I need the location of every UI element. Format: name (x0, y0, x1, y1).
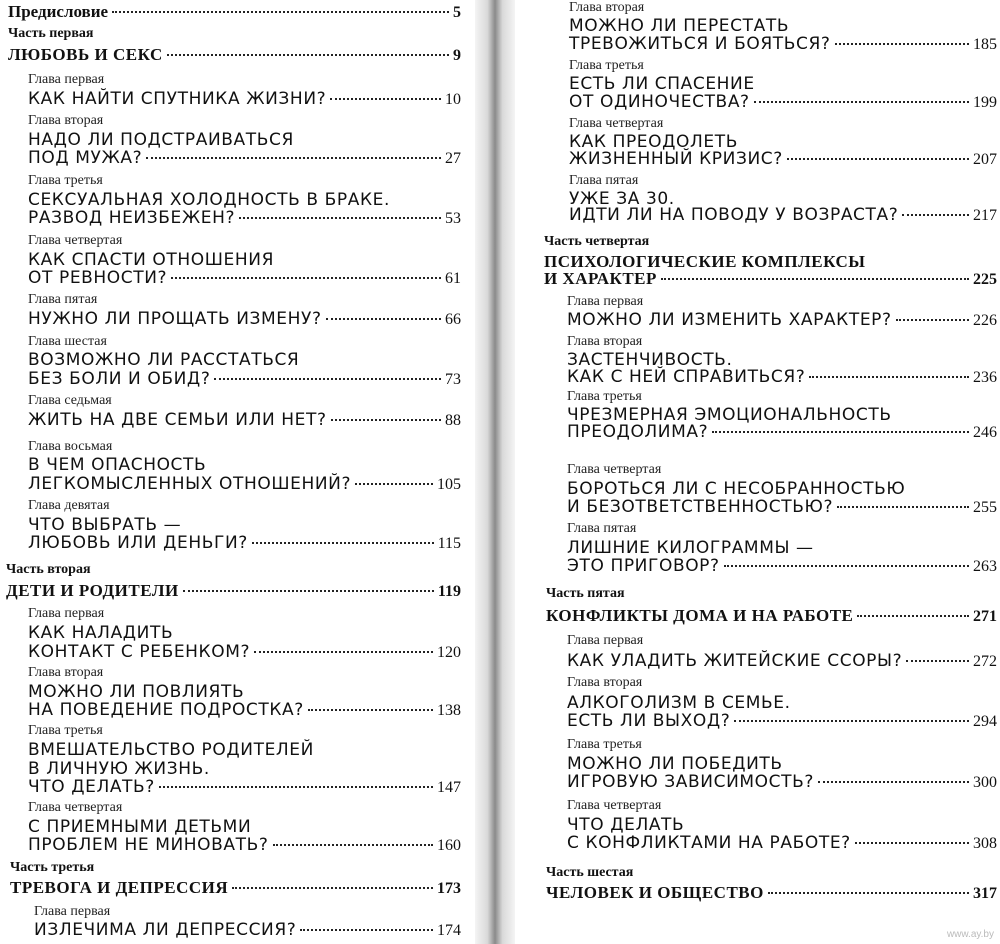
dot-leader (232, 887, 433, 889)
chapter-label: Глава вторая (569, 0, 645, 15)
chapter-title: МОЖНО ЛИ ПЕРЕСТАТЬ (569, 16, 790, 36)
toc-entry-chapter[interactable] (569, 151, 997, 169)
toc-entry-chapter[interactable] (569, 94, 997, 112)
dot-leader (661, 278, 969, 280)
chapter-label: Глава четвертая (28, 233, 123, 248)
chapter-label: Глава вторая (28, 665, 104, 680)
chapter-title: КАК НАЙТИ СПУТНИКА ЖИЗНИ? (28, 89, 327, 109)
dot-leader (768, 892, 969, 894)
chapter-label: Глава третья (28, 173, 103, 188)
toc-entry-part3[interactable] (10, 878, 461, 898)
toc-entry-chapter[interactable] (567, 713, 997, 731)
page-number: 246 (973, 424, 997, 441)
part-label: Часть пятая (546, 586, 625, 601)
page-number: 199 (973, 94, 997, 111)
watermark-text: www.ay.by (946, 929, 994, 940)
chapter-label: Глава третья (567, 389, 642, 404)
chapter-title: ЛЮБОВЬ ИЛИ ДЕНЬГИ? (28, 533, 248, 553)
chapter-label: Глава первая (34, 904, 111, 919)
page-number: 308 (973, 835, 997, 852)
chapter-title: ВОЗМОЖНО ЛИ РАССТАТЬСЯ (28, 350, 300, 370)
chapter-title: ТРЕВОЖИТЬСЯ И БОЯТЬСЯ? (569, 34, 831, 54)
chapter-label: Глава четвертая (567, 462, 662, 477)
dot-leader (712, 431, 969, 433)
dot-leader (906, 660, 969, 662)
part-title: ЧЕЛОВЕК И ОБЩЕСТВО (546, 883, 764, 902)
chapter-title: ЧТО ДЕЛАТЬ (567, 815, 685, 835)
chapter-title: НУЖНО ЛИ ПРОЩАТЬ ИЗМЕНУ? (28, 309, 322, 329)
page-number: 105 (437, 476, 461, 493)
chapter-title: В ЧЕМ ОПАСНОСТЬ (28, 455, 207, 475)
page-number: 73 (445, 371, 461, 388)
page-number: 217 (973, 207, 997, 224)
chapter-label: Глава первая (28, 72, 105, 87)
chapter-title: ЭТО ПРИГОВОР? (567, 556, 720, 576)
chapter-title: НАДО ЛИ ПОДСТРАИВАТЬСЯ (28, 130, 294, 150)
dot-leader (167, 54, 449, 56)
dot-leader (252, 542, 434, 544)
dot-leader (855, 842, 969, 844)
chapter-title: ЕСТЬ ЛИ ВЫХОД? (567, 711, 731, 731)
chapter-label: Глава пятая (28, 292, 98, 307)
dot-leader (818, 781, 969, 783)
chapter-title: УЖЕ ЗА 30. (569, 189, 675, 209)
toc-entry-chapter[interactable] (34, 922, 461, 940)
chapter-title: НА ПОВЕДЕНИЕ ПОДРОСТКА? (28, 700, 304, 720)
chapter-title: ЗАСТЕНЧИВОСТЬ. (567, 350, 733, 370)
page-number: 226 (973, 312, 997, 329)
toc-entry-part6[interactable] (546, 883, 997, 903)
toc-entry-chapter[interactable] (567, 424, 997, 442)
chapter-title: ИЗЛЕЧИМА ЛИ ДЕПРЕССИЯ? (34, 920, 297, 940)
chapter-title: ЧТО ВЫБРАТЬ — (28, 515, 182, 535)
chapter-title: В ЛИЧНУЮ ЖИЗНЬ. (28, 759, 210, 779)
part-label: Часть вторая (6, 562, 91, 577)
dot-leader (734, 720, 969, 722)
toc-entry-chapter[interactable] (28, 150, 461, 168)
chapter-label: Глава вторая (567, 675, 643, 690)
part-label: Часть четвертая (544, 234, 650, 249)
dot-leader (754, 101, 969, 103)
dot-leader (331, 419, 441, 421)
page-number: 207 (973, 151, 997, 168)
book-gutter (470, 0, 520, 944)
toc-entry-chapter[interactable] (567, 835, 997, 853)
dot-leader (787, 158, 969, 160)
chapter-label: Глава третья (567, 737, 642, 752)
dot-leader (239, 217, 441, 219)
toc-entry-chapter[interactable] (567, 653, 997, 671)
chapter-title: ВМЕШАТЕЛЬСТВО РОДИТЕЛЕЙ (28, 740, 314, 760)
page-number: 225 (973, 271, 997, 288)
part-label: Часть третья (10, 860, 95, 875)
chapter-title: ЖИТЬ НА ДВЕ СЕМЬИ ИЛИ НЕТ? (28, 410, 327, 430)
page-number: 88 (445, 412, 461, 429)
page-number: 271 (973, 608, 997, 625)
page-number: 255 (973, 499, 997, 516)
part-label: Часть первая (8, 26, 94, 41)
chapter-title: КОНТАКТ С РЕБЕНКОМ? (28, 642, 251, 662)
part-label: Часть шестая (546, 865, 634, 880)
toc-entry-chapter[interactable] (28, 311, 461, 329)
toc-entry-chapter[interactable] (567, 774, 997, 792)
page-number: 317 (973, 885, 997, 902)
toc-entry-chapter[interactable] (28, 210, 461, 228)
part-title: И ХАРАКТЕР (544, 269, 657, 288)
toc-entry-chapter[interactable] (28, 91, 461, 109)
chapter-label: Глава третья (569, 58, 644, 73)
chapter-title: СЕКСУАЛЬНАЯ ХОЛОДНОСТЬ В БРАКЕ. (28, 190, 390, 210)
chapter-title: И БЕЗОТВЕТСТВЕННОСТЬЮ? (567, 497, 834, 517)
part-title: ТРЕВОГА И ДЕПРЕССИЯ (10, 878, 229, 897)
chapter-title: КАК ПРЕОДОЛЕТЬ (569, 132, 738, 152)
chapter-title: ЕСТЬ ЛИ СПАСЕНИЕ (569, 74, 755, 94)
dot-leader (355, 483, 433, 485)
dot-leader (724, 565, 969, 567)
page-number: 236 (973, 369, 997, 386)
toc-entry-preface[interactable] (8, 2, 461, 22)
dot-leader (326, 318, 441, 320)
toc-entry-chapter[interactable] (567, 312, 997, 330)
page-number: 115 (437, 535, 461, 552)
chapter-title: ИГРОВУЮ ЗАВИСИМОСТЬ? (567, 772, 814, 792)
page-number: 5 (453, 4, 461, 21)
page-number: 119 (437, 583, 461, 600)
page-number: 138 (437, 702, 461, 719)
chapter-title: С ПРИЕМНЫМИ ДЕТЬМИ (28, 817, 252, 837)
chapter-title: ПРЕОДОЛИМА? (567, 422, 709, 442)
chapter-title: ЧРЕЗМЕРНАЯ ЭМОЦИОНАЛЬНОСТЬ (567, 405, 892, 425)
dot-leader (183, 590, 434, 592)
dot-leader (159, 786, 433, 788)
chapter-title: КАК СПАСТИ ОТНОШЕНИЯ (28, 250, 274, 270)
toc-entry-chapter[interactable] (28, 779, 461, 797)
chapter-title: КАК С НЕЙ СПРАВИТЬСЯ? (567, 367, 806, 387)
chapter-title: С КОНФЛИКТАМИ НА РАБОТЕ? (567, 833, 851, 853)
chapter-label: Глава первая (567, 294, 644, 309)
toc-entry-chapter[interactable] (28, 371, 461, 389)
toc-entry-chapter[interactable] (567, 369, 997, 387)
chapter-title: МОЖНО ЛИ ИЗМЕНИТЬ ХАРАКТЕР? (567, 310, 892, 330)
page-number: 160 (437, 837, 461, 854)
chapter-title: ЛЕГКОМЫСЛЕННЫХ ОТНОШЕНИЙ? (28, 474, 352, 494)
dot-leader (300, 929, 433, 931)
dot-leader (902, 214, 969, 216)
chapter-label: Глава четвертая (567, 798, 662, 813)
preface-title: Предисловие (8, 2, 109, 21)
page-number: 10 (445, 91, 461, 108)
chapter-title: ЖИЗНЕННЫЙ КРИЗИС? (569, 149, 783, 169)
page-number: 61 (445, 270, 461, 287)
dot-leader (273, 844, 433, 846)
chapter-label: Глава четвертая (28, 800, 123, 815)
dot-leader (835, 43, 969, 45)
dot-leader (254, 651, 433, 653)
chapter-title: МОЖНО ЛИ ПОБЕДИТЬ (567, 754, 783, 774)
toc-entry-part1[interactable] (8, 45, 461, 65)
chapter-title: РАЗВОД НЕИЗБЕЖЕН? (28, 208, 236, 228)
chapter-title: КАК НАЛАДИТЬ (28, 623, 174, 643)
chapter-label: Глава шестая (28, 334, 107, 349)
chapter-label: Глава четвертая (569, 116, 664, 131)
toc-entry-chapter[interactable] (28, 535, 461, 553)
dot-leader (809, 376, 969, 378)
page-number: 272 (973, 653, 997, 670)
page-number: 9 (453, 47, 461, 64)
toc-entry-chapter[interactable] (569, 207, 997, 225)
dot-leader (112, 11, 449, 13)
dot-leader (308, 709, 433, 711)
toc-entry-part4[interactable] (544, 269, 997, 289)
page-number: 263 (973, 558, 997, 575)
dot-leader (837, 506, 969, 508)
toc-entry-chapter[interactable] (567, 558, 997, 576)
left-page (0, 0, 475, 944)
chapter-label: Глава седьмая (28, 393, 112, 408)
page-number: 27 (445, 150, 461, 167)
chapter-title: АЛКОГОЛИЗМ В СЕМЬЕ. (567, 693, 791, 713)
chapter-title: ПРОБЛЕМ НЕ МИНОВАТЬ? (28, 835, 269, 855)
chapter-label: Глава вторая (567, 334, 643, 349)
part-title: ДЕТИ И РОДИТЕЛИ (6, 581, 179, 600)
chapter-title: КАК УЛАДИТЬ ЖИТЕЙСКИЕ ССОРЫ? (567, 651, 903, 671)
chapter-title: МОЖНО ЛИ ПОВЛИЯТЬ (28, 682, 245, 702)
chapter-title: ПОД МУЖА? (28, 148, 143, 168)
dot-leader (146, 157, 441, 159)
dot-leader (896, 319, 969, 321)
part-title: ПСИХОЛОГИЧЕСКИЕ КОМПЛЕКСЫ (544, 252, 866, 271)
chapter-title: БЕЗ БОЛИ И ОБИД? (28, 369, 211, 389)
page-number: 185 (973, 36, 997, 53)
page-number: 53 (445, 210, 461, 227)
toc-entry-part2[interactable] (6, 581, 461, 601)
toc-entry-chapter[interactable] (28, 837, 461, 855)
toc-entry-chapter[interactable] (28, 412, 461, 430)
toc-entry-chapter[interactable] (569, 36, 997, 54)
dot-leader (171, 277, 441, 279)
chapter-label: Глава третья (28, 723, 103, 738)
page-number: 294 (973, 713, 997, 730)
dot-leader (214, 378, 441, 380)
page-number: 120 (437, 644, 461, 661)
chapter-label: Глава пятая (567, 521, 637, 536)
chapter-title: БОРОТЬСЯ ЛИ С НЕСОБРАННОСТЬЮ (567, 479, 906, 499)
chapter-label: Глава вторая (28, 113, 104, 128)
part-title: ЛЮБОВЬ И СЕКС (8, 45, 163, 64)
page-number: 66 (445, 311, 461, 328)
chapter-title: ЧТО ДЕЛАТЬ? (28, 777, 155, 797)
chapter-label: Глава восьмая (28, 439, 113, 454)
chapter-title: ИДТИ ЛИ НА ПОВОДУ У ВОЗРАСТА? (569, 205, 899, 225)
chapter-title: ЛИШНИЕ КИЛОГРАММЫ — (567, 538, 814, 558)
toc-entry-part5[interactable] (546, 606, 997, 626)
page-number: 173 (437, 880, 461, 897)
toc-entry-chapter[interactable] (28, 644, 461, 662)
chapter-label: Глава первая (567, 633, 644, 648)
chapter-label: Глава первая (28, 606, 105, 621)
page-number: 300 (973, 774, 997, 791)
dot-leader (857, 615, 969, 617)
chapter-title: ОТ РЕВНОСТИ? (28, 268, 168, 288)
toc-entry-chapter[interactable] (28, 702, 461, 720)
toc-entry-chapter[interactable] (567, 499, 997, 517)
chapter-label: Глава пятая (569, 173, 639, 188)
chapter-title: ОТ ОДИНОЧЕСТВА? (569, 92, 750, 112)
page-number: 174 (437, 922, 461, 939)
page-number: 147 (437, 779, 461, 796)
right-page (515, 0, 1000, 944)
part-title: КОНФЛИКТЫ ДОМА И НА РАБОТЕ (546, 606, 854, 625)
dot-leader (330, 98, 441, 100)
toc-entry-chapter[interactable] (28, 270, 461, 288)
chapter-label: Глава девятая (28, 498, 110, 513)
toc-entry-chapter[interactable] (28, 476, 461, 494)
